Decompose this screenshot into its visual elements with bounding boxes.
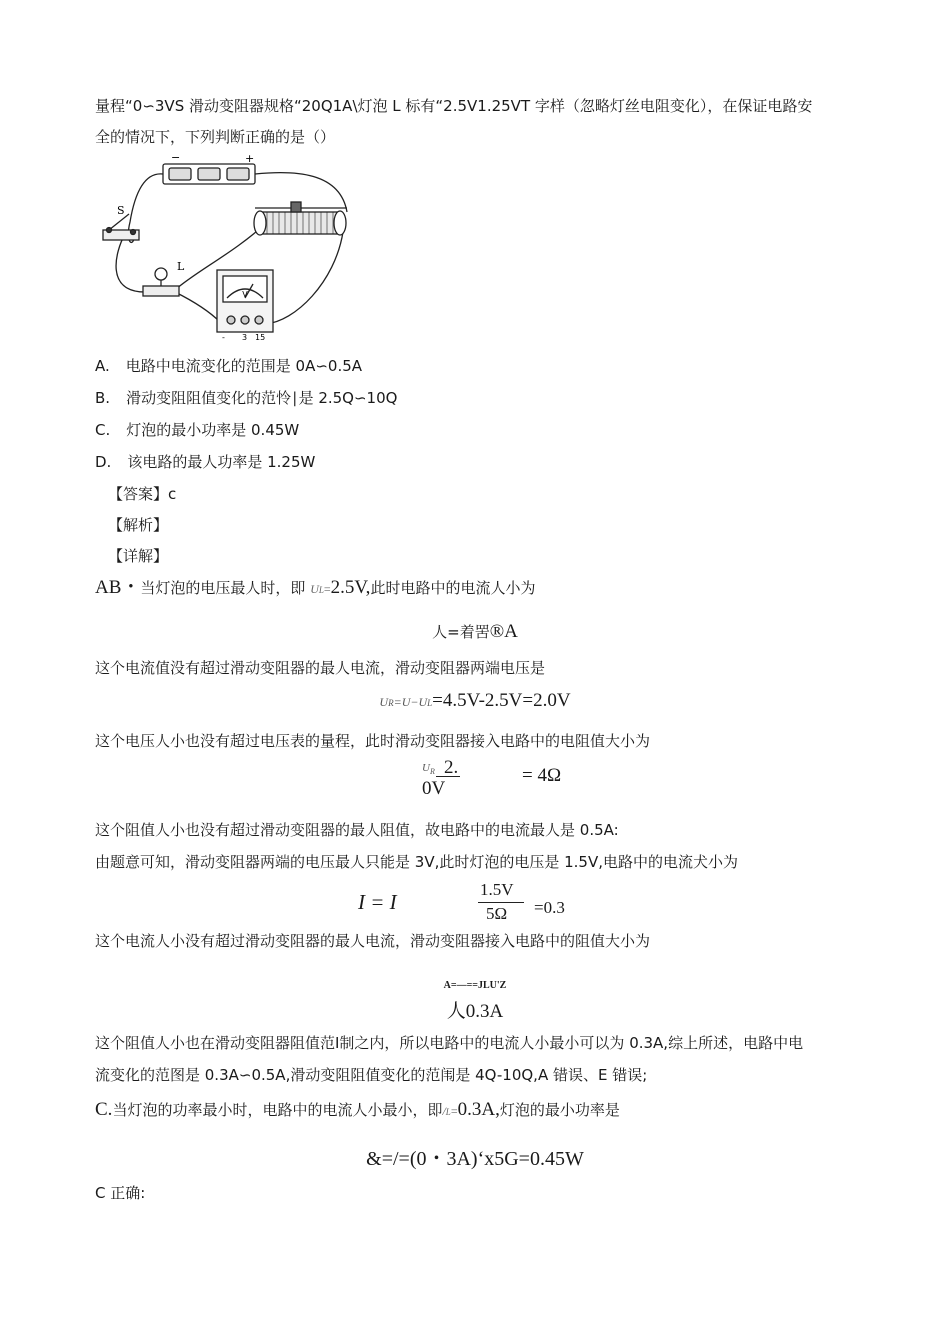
ab-text-1: 当灯泡的电压最人时，即 <box>140 579 311 597</box>
equation-4-bar <box>478 902 524 903</box>
equation-3-result: = 4Ω <box>522 765 562 786</box>
circuit-diagram <box>95 152 365 342</box>
equation-1 <box>0 622 950 642</box>
equation-5-bottom: 人0.3A <box>446 1001 504 1022</box>
option-b <box>95 388 397 408</box>
equation-6: &=/=(0・3A)‘x5G=0.45W <box>366 1148 584 1170</box>
option-d-letter: D. <box>95 453 112 471</box>
equation-2-left: U <box>379 695 389 709</box>
c-eq: = <box>450 1104 458 1118</box>
option-d-text: 该电路的最人功率是 1.25W <box>127 453 316 471</box>
equation-1-b: ®A <box>489 621 518 642</box>
option-c <box>95 420 299 440</box>
option-a <box>95 356 362 376</box>
question-line-1: 量程“0∽3VS 滑动变阻器规格“20Q1A\灯泡 L 标有“2.5V1.25VT 字样（忽略灯丝电阻变化），在保证电路安 <box>95 97 813 115</box>
c-text-1: 当灯泡的功率最小时，电路中的电流人小最小，即 <box>112 1101 443 1119</box>
option-d <box>95 452 315 472</box>
option-c-text: 灯泡的最小功率是 0.45W <box>126 421 300 439</box>
meter-terminal-3: 3 <box>242 333 248 342</box>
option-b-text: 滑动变阻阻值变化的范怜∣是 2.5Q∽10Q <box>126 389 398 407</box>
equation-2-mid: =U−U <box>393 695 428 709</box>
ab-val: 2.5V, <box>330 577 371 598</box>
battery-plus-label: + <box>245 152 255 165</box>
option-c-letter: C. <box>95 421 111 439</box>
equation-2-left-sub: R <box>388 698 394 708</box>
ab-ul-sub: L <box>318 585 324 595</box>
ab-prefix: AB・ <box>95 577 141 598</box>
option-a-letter: A. <box>95 357 110 375</box>
equation-3-bar <box>436 776 460 777</box>
ab-eq: = <box>323 582 331 596</box>
c-text-2: 灯泡的最小功率是 <box>499 1101 620 1119</box>
voltage-ok-line: 这个电压人小也没有超过电压表的量程，此时滑动变阻器接入电路中的电阻值大小为 <box>95 732 651 750</box>
c-il: / <box>442 1104 446 1118</box>
lamp-label: L <box>177 260 185 273</box>
analysis-label: 【解析】 <box>108 516 169 534</box>
resistance-ok-line: 这个阻值人小也没有超过滑动变阻器的最人阻值，故电路中的电流最人是 0.5A: <box>95 821 619 839</box>
from-title-line: 由题意可知，滑动变阻器两端的电压最人只能是 3V,此时灯泡的电压是 1.5V,电路中的电流犬小为 <box>95 853 738 871</box>
question-line-2: 全的情况下，下列判断正确的是（） <box>95 128 336 146</box>
final-line-1: 这个阻值人小也在滑动变阻器阻值范Ⅰ制之内，所以电路中的电流人小最小可以为 0.3A,综上所述，电路中电 <box>95 1034 804 1052</box>
equation-1-a: 人=着罟 <box>432 623 490 641</box>
option-a-text: 电路中电流变化的范围是 0A∽0.5A <box>125 357 363 375</box>
answer-label: 【答案】c <box>108 485 177 503</box>
c-line <box>95 1100 620 1122</box>
battery-minus-label: − <box>171 151 181 164</box>
c-prefix: C. <box>95 1099 113 1120</box>
equation-4-left: I = I <box>358 890 397 914</box>
ab-text-2: 此时电路中的电流人小为 <box>370 579 536 597</box>
c-il-sub: L <box>445 1107 451 1117</box>
equation-4-result: =0.3 <box>534 898 565 917</box>
meter-terminal-15: 15 <box>255 333 266 342</box>
meter-v-label: V <box>242 290 248 299</box>
meter-terminal-minus: - <box>222 333 225 342</box>
option-b-letter: B. <box>95 389 111 407</box>
equation-4 <box>358 880 618 923</box>
c-val: 0.3A, <box>457 1099 500 1120</box>
equation-3 <box>422 757 572 804</box>
detail-label: 【详解】 <box>108 547 169 565</box>
equation-2-mid-sub: L <box>427 698 433 708</box>
final-line-2: 流变化的范图是 0.3A∽0.5A,滑动变阻阻值变化的范闱是 4Q-10Q,A 错误、E 错误; <box>95 1066 648 1084</box>
equation-5-top: A=—==JLU'Z <box>443 980 507 991</box>
ab-ul: U <box>310 582 319 596</box>
equation-4-den: 5Ω <box>486 904 508 923</box>
switch-label: S <box>117 204 125 217</box>
ab-line <box>95 578 535 600</box>
current-ok-line: 这个电流值没有超过滑动变阻器的最人电流，滑动变阻器两端电压是 <box>95 659 546 677</box>
current-ok-2-line: 这个电流人小没有超过滑动变阻器的最人电流，滑动变阻器接入电路中的阻值大小为 <box>95 932 651 950</box>
equation-2-right: =4.5V-2.5V=2.0V <box>432 690 571 711</box>
equation-3-ur-sub: R <box>430 767 435 776</box>
equation-3-ur: U <box>422 762 430 774</box>
c-correct-line: C 正确: <box>95 1184 146 1202</box>
equation-2 <box>0 690 950 712</box>
equation-4-num: 1.5V <box>480 880 514 899</box>
equation-3-num: 2. <box>444 757 459 778</box>
equation-3-den: 0V <box>422 778 446 799</box>
